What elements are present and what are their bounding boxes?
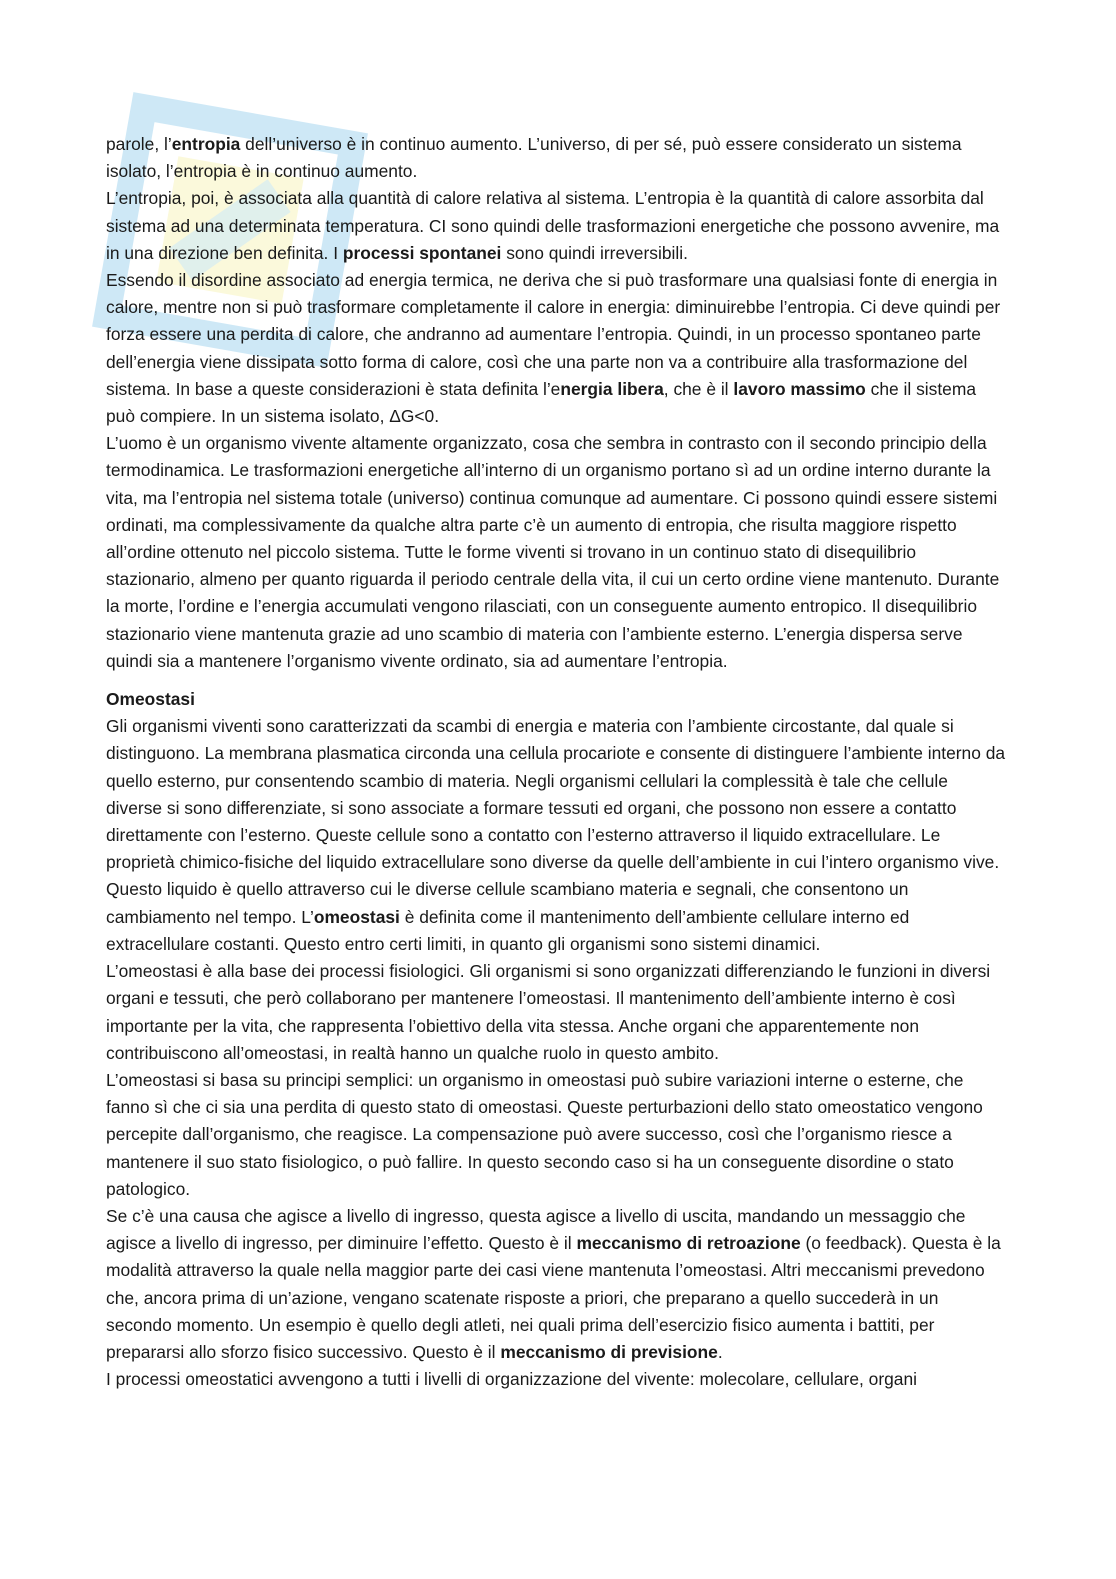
bold-term: entropia bbox=[171, 134, 241, 154]
section-omeostasi bbox=[106, 713, 1006, 1393]
bold-term: meccanismo di retroazione bbox=[576, 1233, 801, 1254]
paragraph bbox=[106, 185, 1006, 267]
text-run: . bbox=[717, 1341, 723, 1362]
text-run: L’omeostasi è alla base dei processi fisiologici. Gli organismi si sono organizzati differenziando le funzioni in diversi organi e tessuti, che però collaborano per mantenere l’omeostasi. Il mantenimento dell’ambiente interno è così importante per la vita, che rappresenta l’obiettivo della vita stessa. Anche organi che apparentemente non contribuiscono all’omeostasi, in realtà hanno un qualche ruolo in questo ambito. bbox=[106, 961, 991, 1063]
bold-term: lavoro massimo bbox=[733, 378, 866, 399]
paragraph bbox=[106, 713, 1006, 958]
paragraph bbox=[106, 131, 1006, 185]
text-run: dell’universo è in continuo aumento. L’universo, di per sé, può essere considerato un sistema isolato, l’entropia è in continuo aumento. bbox=[106, 134, 962, 182]
text-run: sono quindi irreversibili. bbox=[501, 242, 688, 263]
text-run: L’uomo è un organismo vivente altamente organizzato, cosa che sembra in contrasto con il secondo principio della termodinamica. Le trasformazioni energetiche all’interno di un organismo portano sì ad un ordine interno durante la vita, ma l’entropia nel sistema totale (universo) continua comunque ad aumentare. Ci possono quindi essere sistemi ordinati, ma complessivamente da qualche altra parte c’è un aumento di entropia, che risulta maggiore rispetto all’ordine ottenuto nel piccolo sistema. Tutte le forme viventi si trovano in un continuo stato di disequilibrio stazionario, almeno per quanto riguarda il periodo centrale della vita, il cui un certo ordine viene mantenuto. Durante la morte, l’ordine e l’energia accumulati vengono rilasciati, con un conseguente aumento entropico. Il disequilibrio stazionario viene mantenuta grazie ad uno scambio di materia con l’ambiente esterno. L’energia dispersa serve quindi sia a mantenere l’organismo vivente ordinato, sia ad aumentare l’entropia. bbox=[106, 433, 1000, 671]
text-run: I processi omeostatici avvengono a tutti i livelli di organizzazione del vivente: molecolare, cellulare, organi bbox=[106, 1369, 918, 1390]
text-run: L’entropia, poi, è associata alla quantità di calore relativa al sistema. L’entropia è la quantità di calore assorbita dal sistema ad una determinata temperatura. CI sono quindi delle trasformazioni energetiche che possono avvenire, ma in una direzione ben definita. I bbox=[106, 188, 1000, 263]
paragraph bbox=[106, 267, 1006, 430]
text-run: Gli organismi viventi sono caratterizzati da scambi di energia e materia con l’ambiente circostante, dal quale si distinguono. La membrana plasmatica circonda una cellula procariote e consente di distinguere l’ambiente interno da quello esterno, pur consentendo scambio di materia. Negli organismi cellulari la complessità è tale che cellule diverse si sono differenziate, si sono associate a formare tessuti ed organi, che possono non essere a contatto direttamente con l’esterno. Queste cellule sono a contatto con l’esterno attraverso il liquido extracellulare. Le proprietà chimico-fisiche del liquido extracellulare sono diverse da quelle dell’ambiente in cui l’intero organismo vive. Questo liquido è quello attraverso cui le diverse cellule scambiano materia e segnali, che consentono un cambiamento nel tempo. L’ bbox=[106, 716, 1006, 927]
text-run: (o feedback). Questa è la modalità attraverso la quale nella maggior parte dei casi viene mantenuta l’omeostasi. Altri meccanismi prevedono che, ancora prima di un’azione, vengano scatenate risposte a priori, che preparano a quello succederà in un secondo momento. Un esempio è quello degli atleti, nei quali prima dell’esercizio fisico aumenta i battiti, per prepararsi allo sforzo fisico successivo. Questo è il bbox=[106, 1233, 1001, 1362]
heading-omeostasi: Omeostasi bbox=[106, 689, 195, 710]
text-run: Essendo il disordine associato ad energia termica, ne deriva che si può trasformare una qualsiasi fonte di energia in calore, mentre non si può trasformare completamente il calore in energia: diminuirebbe l’entropia. Ci deve quindi per forza essere una perdita di calore, che andranno ad aumentare l’entropia. Quindi, in un processo spontaneo parte dell’energia viene dissipata sotto forma di calore, così che una parte non va a contribuire alla trasformazione del sistema. In base a queste considerazioni è stata definita l’e bbox=[106, 270, 1001, 399]
section-entropy bbox=[106, 131, 1006, 675]
paragraph bbox=[106, 958, 1006, 1067]
paragraph bbox=[106, 430, 1006, 675]
bold-term: nergia libera bbox=[560, 378, 664, 399]
text-run: L’omeostasi si basa su principi semplici: un organismo in omeostasi può subire variazioni interne o esterne, che fanno sì che ci sia una perdita di questo stato di omeostasi. Queste perturbazioni dello stato omeostatico vengono percepite dall’organismo, che reagisce. La compensazione può avere successo, così che l’organismo riesce a mantenere il suo stato fisiologico, o può fallire. In questo secondo caso si ha un conseguente disordine o stato patologico. bbox=[106, 1069, 983, 1199]
paragraph bbox=[106, 1203, 1006, 1366]
paragraph bbox=[106, 1366, 1006, 1393]
text-run: Se c’è una causa che agisce a livello di ingresso, questa agisce a livello di uscita, mandando un messaggio che agisce a livello di ingresso, per diminuire l’effetto. Questo è il bbox=[106, 1205, 966, 1254]
text-run: , che è il bbox=[663, 378, 734, 399]
text-run: è definita come il mantenimento dell’ambiente cellulare interno ed extracellulare costanti. Questo entro certi limiti, in quanto gli organismi sono sistemi dinamici. bbox=[106, 906, 910, 954]
paragraph bbox=[106, 1067, 1006, 1203]
text-run: che il sistema può compiere. In un sistema isolato, ΔG<0. bbox=[106, 378, 976, 427]
bold-term: meccanismo di previsione bbox=[500, 1341, 718, 1362]
bold-term: processi spontanei bbox=[342, 242, 502, 263]
bold-term: omeostasi bbox=[313, 906, 400, 927]
document-body bbox=[106, 131, 1006, 1393]
text-run: parole, l’ bbox=[106, 134, 172, 154]
